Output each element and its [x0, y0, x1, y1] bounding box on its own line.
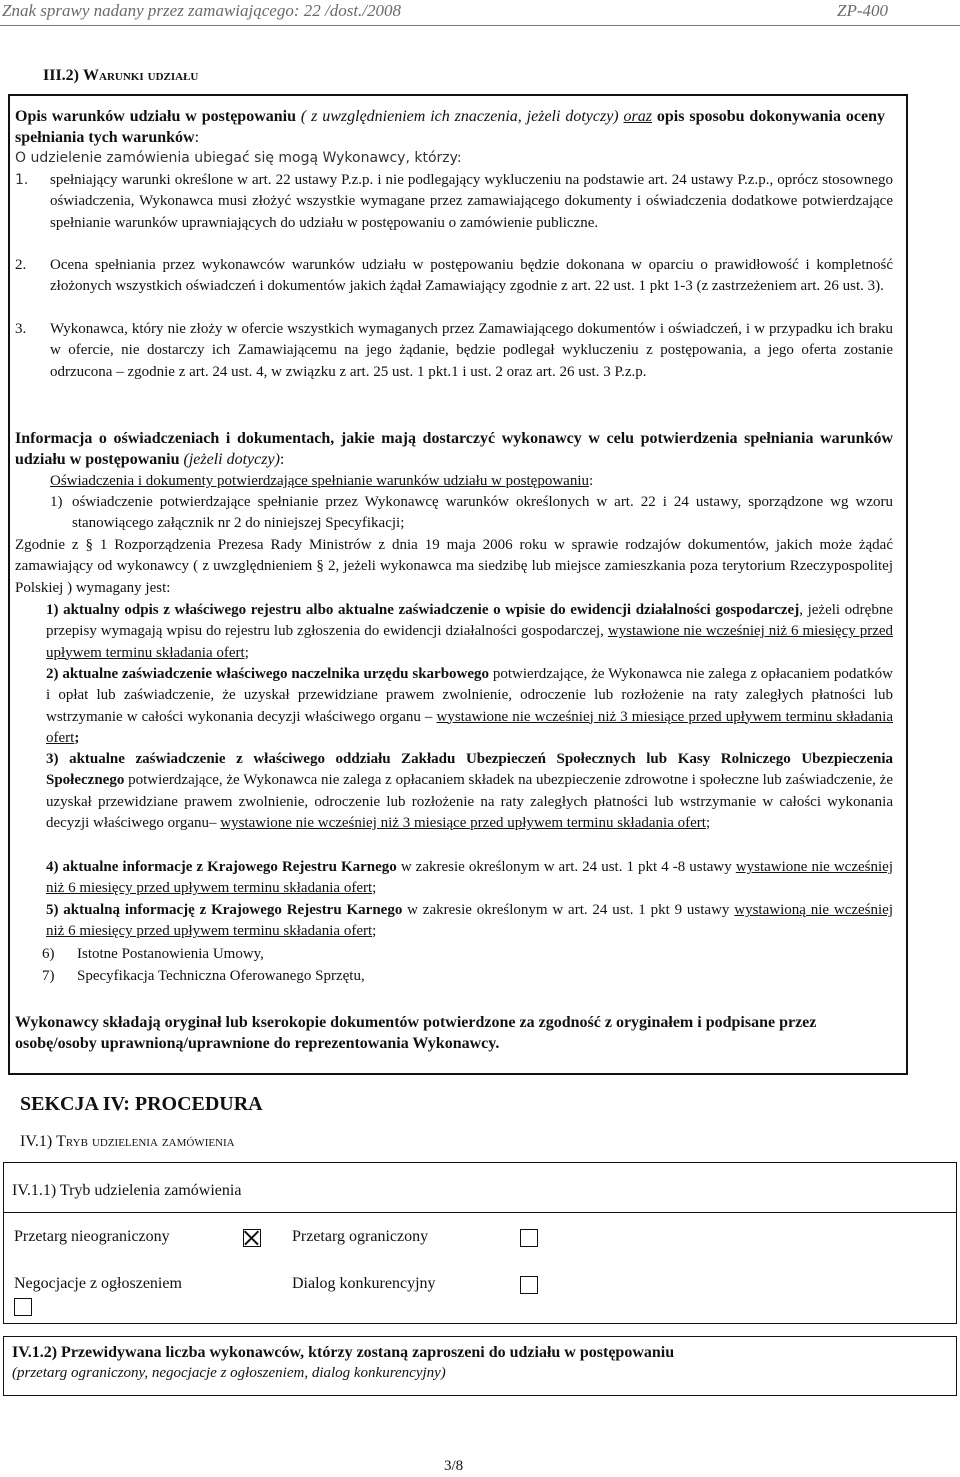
- form-code: ZP-400: [837, 1, 888, 20]
- section-iv1-title: IV.1) Tryb udzielenia zamówienia: [20, 1133, 235, 1150]
- closing-statement: Wykonawcy składają oryginał lub kserokopie dokumentów potwierdzone za zgodność z oryginałem i podpisane przez osobę/osoby uprawnioną/uprawnione do reprezentowania Wykonawcy.: [15, 1014, 817, 1053]
- item-2-number: 2.: [15, 257, 27, 273]
- bidders-count-note: (przetarg ograniczony, negocjacje z ogłoszeniem, dialog konkurencyjny): [12, 1365, 446, 1381]
- declaration-1-number: 1): [50, 494, 63, 510]
- option-competitive-dialogue: Dialog konkurencyjny: [292, 1275, 436, 1292]
- page-header: [0, 0, 960, 26]
- checkbox-limited-tender[interactable]: [520, 1229, 538, 1247]
- document-1: 1) aktualny odpis z właściwego rejestru albo aktualne zaświadczenie o wpisie do ewidencji działalności gospodarczej, jeżeli odrębne przepisy wymagają wpisu do rejestru lub zgłoszenia do ewidencji działalności gospodarczej, wystawione nie wcześniej niż 6 miesięcy przed upływem terminu składania ofert;: [46, 602, 894, 661]
- option-negotiation: Negocjacje z ogłoszeniem: [14, 1275, 182, 1292]
- procedure-box-divider: [3, 1212, 957, 1213]
- document-7-text: Specyfikacja Techniczna Oferowanego Sprzętu,: [77, 968, 365, 984]
- conditions-lead: O udzielenie zamówienia ubiegać się mogą Wykonawcy, którzy:: [15, 150, 462, 166]
- bidders-count-title: IV.1.2) Przewidywana liczba wykonawców, którzy zostaną zaproszeni do udziału w postępowaniu: [12, 1344, 675, 1361]
- option-unlimited-tender: Przetarg nieograniczony: [14, 1228, 170, 1245]
- document-3: 3) aktualne zaświadczenie z właściwego oddziału Zakładu Ubezpieczeń Społecznych lub Kasy Rolniczego Ubezpieczenia Społecznego potwierdzające, że Wykonawca nie zalega z opłacaniem składek na ubezpieczenie zdrowotne i społeczne lub zaświadczenie, że uzyskał przewidziane prawem zwolnienie, odroczenie lub rozłożenie na raty zaległych płatności lub wstrzymanie w całości wykonania decyzji właściwego organu– wystawione nie wcześniej niż 3 miesiące przed upływem terminu składania ofert;: [46, 751, 893, 831]
- conditions-intro: Opis warunków udziału w postępowaniu ( z uwzględnieniem ich znaczenia, jeżeli dotyczy) oraz opis sposobu dokonywania oceny spełniania tych warunków:: [15, 108, 885, 147]
- document-7-number: 7): [42, 968, 55, 984]
- document-5: 5) aktualną informację z Krajowego Rejestru Karnego w zakresie określonym w art. 24 ust. 1 pkt 9 ustawy wystawioną nie wcześniej niż 6 miesięcy przed upływem terminu składania ofert;: [46, 902, 893, 940]
- document-2: 2) aktualne zaświadczenie właściwego naczelnika urzędu skarbowego potwierdzające, że Wykonawca nie zalega z opłacaniem podatków i opłat lub zaświadczenie, że uzyskał przewidziane prawem zwolnienie, odroczenie lub rozłożenie na raty zaległych płatności lub wstrzymanie w całości wykonania decyzji właściwego organu – wystawione nie wcześniej niż 3 miesiące przed upływem terminu składania ofert;: [46, 666, 893, 746]
- case-number: Znak sprawy nadany przez zamawiającego: 22 /dost./2008: [2, 1, 402, 20]
- checkbox-negotiation[interactable]: [14, 1298, 32, 1316]
- procedure-mode-title: IV.1.1) Tryb udzielenia zamówienia: [12, 1182, 242, 1199]
- item-1-number: 1.: [15, 172, 29, 188]
- page-number: 3/8: [444, 1458, 464, 1474]
- section-iii2-title: III.2) Warunki udziału: [43, 67, 199, 84]
- section-iv-title: SEKCJA IV: PROCEDURA: [20, 1093, 263, 1115]
- info-heading: Informacja o oświadczeniach i dokumentach, jakie mają dostarczyć wykonawcy w celu potwierdzenia spełniania warunków udziału w postępowaniu (jeżeli dotyczy):: [15, 430, 893, 469]
- item-3-text: Wykonawca, który nie złoży w ofercie wszystkich wymaganych przez Zamawiającego dokumentów i oświadczeń, i w przypadku ich braku w ofercie, nie dostarczy ich Zamawiającemu na jego żądanie, będzie podlegał wykluczeniu z postępowania, a jego oferta zostanie odrzucona – zgodnie z art. 24 ust. 4, w związku z art. 25 ust. 1 pkt.1 i ust. 2 oraz art. 26 ust. 3 P.z.p.: [50, 321, 893, 380]
- item-2-text: Ocena spełniania przez wykonawców warunków udziału w postępowaniu będzie dokonana w oparciu o prawidłowość i kompletność złożonych wszystkich oświadczeń i dokumentów jakich żądał Zamawiający zgodnie z art. 22 ust. 1 pkt 1-3 (z zastrzeżeniem art. 26 ust. 3).: [50, 257, 893, 295]
- checkbox-unlimited-tender-checked[interactable]: [243, 1229, 261, 1247]
- item-1-text: spełniający warunki określone w art. 22 ustawy P.z.p. i nie podlegający wykluczeniu na podstawie art. 24 ustawy P.z.p., oprócz stosownego oświadczenia, Wykonawca musi złożyć wszystkie wymagane przez zamawiającego dokumenty i oświadczenia dodatkowe potwierdzające spełnianie warunków uprawniających do udziału w postępowaniu o zamówienie publiczne.: [50, 172, 893, 231]
- document-6-number: 6): [42, 946, 55, 962]
- document-6-text: Istotne Postanowienia Umowy,: [77, 946, 264, 962]
- checkbox-competitive-dialogue[interactable]: [520, 1276, 538, 1294]
- declaration-1-text: oświadczenie potwierdzające spełnianie przez Wykonawcę warunków określonych w art. 22 i 24 ustawy, sporządzone wg wzoru stanowiącego załącznik nr 2 do niniejszej Specyfikacji;: [72, 494, 893, 532]
- document-4: 4) aktualne informacje z Krajowego Rejestru Karnego w zakresie określonym w art. 24 ust. 1 pkt 4 -8 ustawy wystawione nie wcześniej niż 6 miesięcy przed upływem terminu składania ofert;: [46, 859, 893, 897]
- declarations-heading: Oświadczenia i dokumenty potwierdzające spełnianie warunków udziału w postępowaniu:: [50, 473, 594, 489]
- regulation-paragraph: Zgodnie z § 1 Rozporządzenia Prezesa Rady Ministrów z dnia 19 maja 2006 roku w sprawie rodzajów dokumentów, jakich może żądać zamawiający od wykonawcy ( z uwzględnieniem § 2, jeżeli wykonawca ma siedzibę lub miejsce zamieszkania poza terytorium Rzeczypospolitej Polskiej ) wymagany jest:: [15, 537, 893, 596]
- header-divider: [0, 25, 960, 26]
- item-3-number: 3.: [15, 321, 27, 337]
- option-limited-tender: Przetarg ograniczony: [292, 1228, 429, 1245]
